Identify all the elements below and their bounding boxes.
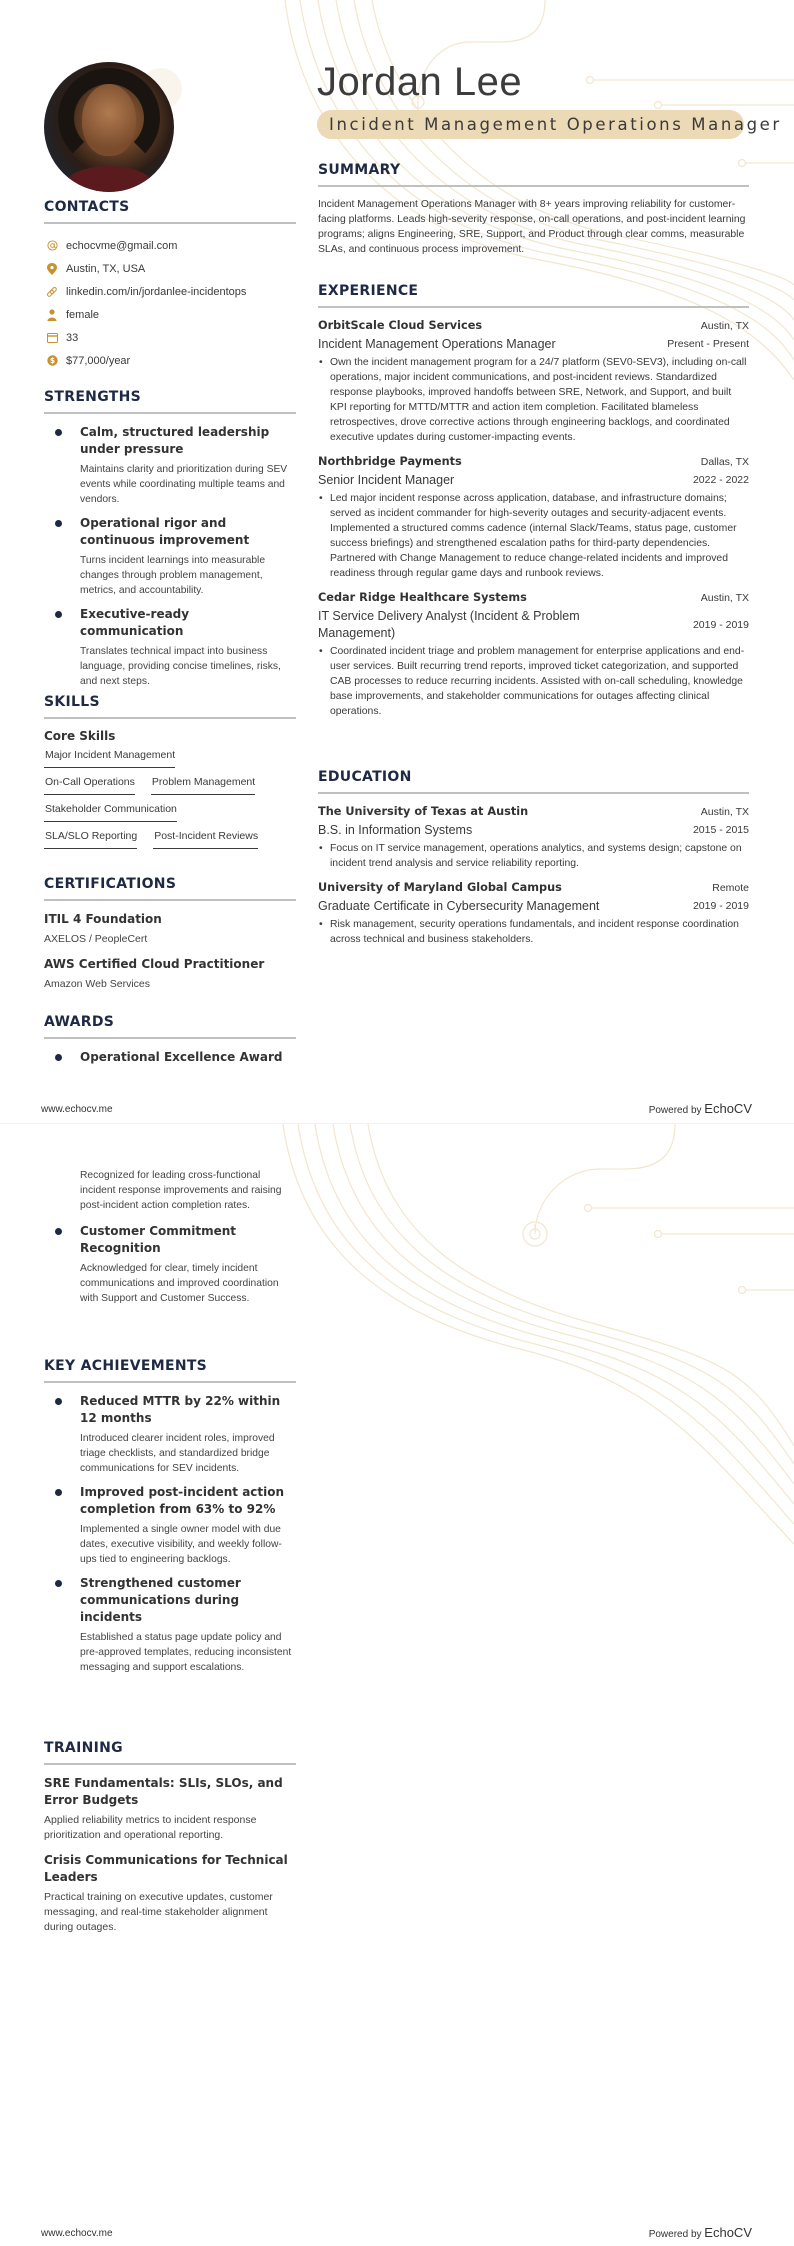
bullet-dot-icon	[55, 520, 62, 527]
bullet-dot-icon	[55, 429, 62, 436]
job-role: Incident Management Operations Manager	[318, 337, 556, 351]
certification-issuer: AXELOS / PeopleCert	[44, 933, 148, 945]
footer-powered-by[interactable]: Powered by EchoCV	[648, 1101, 752, 1116]
bullet-dot-icon	[55, 1398, 62, 1405]
section-heading: CONTACTS	[44, 199, 296, 224]
award-item: Customer Commitment Recognition Acknowledged for clear, timely incident communications and improved coordination with Support and Customer Success.	[44, 1223, 296, 1306]
skill-group-title: Core Skills	[44, 729, 116, 743]
education-section	[318, 769, 749, 956]
job-role: IT Service Delivery Analyst (Incident & Problem Management)	[318, 609, 580, 640]
training-section	[44, 1740, 296, 1944]
resume-page-2	[0, 1123, 794, 2246]
echocv-brand: EchoCV	[704, 2225, 752, 2240]
experience-section	[318, 283, 749, 728]
company-name: Northbridge Payments	[318, 455, 462, 468]
certification-name: AWS Certified Cloud Practitioner	[44, 957, 265, 971]
school-name: The University of Texas at Austin	[318, 805, 529, 818]
skill-chip: Major Incident Management	[44, 747, 175, 768]
contact-age: 33	[44, 326, 296, 349]
job-location: Dallas, TX	[700, 456, 749, 468]
summary-section	[318, 162, 749, 257]
job-bullet: • Led major incident response across application, database, and infrastructure domains; served as incident commander for high-severity outages and security-adjacent events. Implemented a structured comms cadence (internal Slack/Teams, status page, customer success briefings) and strengthened escalation paths for third-party dependencies. Partnered with Change Management to reduce change-related incidents and improved readiness through regular game days and runbook reviews.	[318, 491, 749, 581]
strengths-section	[44, 389, 296, 697]
award-item: Operational Excellence Award	[44, 1049, 296, 1066]
bullet-dot-icon	[55, 1054, 62, 1061]
school-name: University of Maryland Global Campus	[318, 881, 562, 894]
bullet-dot-icon	[55, 1489, 62, 1496]
job-dates: Present - Present	[667, 338, 749, 350]
bullet-dot-icon	[55, 611, 62, 618]
section-heading: CERTIFICATIONS	[44, 876, 296, 901]
experience-entry	[318, 454, 749, 581]
skill-chip: On-Call Operations	[44, 774, 135, 795]
contact-linkedin[interactable]: linkedin.com/in/jordanlee-incidentops	[44, 280, 296, 303]
company-name: OrbitScale Cloud Services	[318, 319, 483, 332]
strength-item: Calm, structured leadership under pressure Maintains clarity and prioritization during SEV events while coordinating multiple teams and vendors.	[44, 424, 296, 507]
calendar-icon	[46, 332, 58, 344]
job-bullet: • Own the incident management program for a 24/7 platform (SEV0-SEV3), including on-call operations, major incident communications, and post-incident reviews. Standardized response playbooks, improved handoffs between SRE, Network, and Support, and built KPI reporting for MTTD/MTTR and action item completion. Facilitated blameless retrospectives, drove corrective actions through engineering backlogs, and coordinated executive updates during customer-impacting events.	[318, 355, 749, 445]
section-heading: AWARDS	[44, 1014, 296, 1039]
training-title: SRE Fundamentals: SLIs, SLOs, and Error Budgets	[44, 1776, 283, 1807]
contact-email[interactable]: echocvme@gmail.com	[44, 234, 296, 257]
contact-gender: female	[44, 303, 296, 326]
experience-entry	[318, 318, 749, 445]
bullet-dot-icon	[55, 1580, 62, 1587]
section-heading: EXPERIENCE	[318, 283, 749, 308]
section-heading: KEY ACHIEVEMENTS	[44, 1358, 296, 1383]
training-description: Applied reliability metrics to incident response prioritization and operational reporting.	[44, 1814, 257, 1841]
education-bullet: • Risk management, security operations fundamentals, and incident response coordination across technical and business stakeholders.	[318, 917, 749, 947]
certification-name: ITIL 4 Foundation	[44, 912, 162, 926]
skill-chip: SLA/SLO Reporting	[44, 828, 137, 849]
training-description: Practical training on executive updates, customer messaging, and real-time stakeholder alignment during outages.	[44, 1891, 273, 1933]
candidate-name: Jordan Lee	[317, 60, 523, 104]
education-entry	[318, 880, 749, 947]
awards-section-continued	[44, 1168, 296, 1314]
person-icon	[46, 309, 58, 321]
strength-item: Operational rigor and continuous improvement Turns incident learnings into measurable changes through problem management, metrics, and accountability.	[44, 515, 296, 598]
awards-section	[44, 1014, 296, 1074]
section-heading: SUMMARY	[318, 162, 749, 187]
skills-section	[44, 694, 296, 855]
job-title-badge: Incident Management Operations Manager	[317, 110, 744, 139]
education-bullet: • Focus on IT service management, operations analytics, and systems design; capstone on incident trend analysis and service reliability reporting.	[318, 841, 749, 871]
footer-powered-by[interactable]: Powered by EchoCV	[648, 2225, 752, 2240]
education-dates: 2019 - 2019	[692, 900, 749, 912]
education-dates: 2015 - 2015	[692, 824, 749, 836]
certifications-section	[44, 876, 296, 1001]
school-location: Remote	[712, 882, 749, 894]
job-bullet: • Coordinated incident triage and problem management for enterprise applications and end-user services. Built recurring trend reports, improved ticket categorization, and supported CAB processes to reduce recurring incidents. Assisted with on-call scheduling, knowledge base improvements, and stakeholder communications for outages affecting clinical operations.	[318, 644, 749, 719]
bullet-dot-icon	[55, 1228, 62, 1235]
section-heading: STRENGTHS	[44, 389, 296, 414]
job-dates: 2022 - 2022	[692, 474, 749, 486]
skill-chip: Problem Management	[151, 774, 255, 795]
job-role: Senior Incident Manager	[318, 473, 455, 487]
job-location: Austin, TX	[700, 320, 749, 332]
skill-chip: Post-Incident Reviews	[153, 828, 258, 849]
job-location: Austin, TX	[700, 592, 749, 604]
contact-salary: $ $77,000/year	[44, 349, 296, 372]
company-name: Cedar Ridge Healthcare Systems	[318, 591, 527, 604]
section-heading: SKILLS	[44, 694, 296, 719]
degree: B.S. in Information Systems	[318, 823, 473, 837]
key-achievements-section	[44, 1358, 296, 1683]
achievement-item: Strengthened customer communications during incidents Established a status page update policy and pre-approved templates, reducing inconsistent messaging and support escalations.	[44, 1575, 296, 1675]
contacts-section	[44, 199, 296, 372]
award-item-continued: Recognized for leading cross-functional incident response improvements and raising post-incident action completion rates.	[80, 1170, 282, 1211]
experience-entry	[318, 590, 749, 719]
svg-text:$: $	[49, 356, 55, 366]
skill-chip: Stakeholder Communication	[44, 801, 177, 822]
link-icon	[46, 286, 58, 298]
training-title: Crisis Communications for Technical Leaders	[44, 1853, 288, 1884]
contact-location: Austin, TX, USA	[44, 257, 296, 280]
degree: Graduate Certificate in Cybersecurity Management	[318, 899, 600, 913]
achievement-item: Reduced MTTR by 22% within 12 months Introduced clearer incident roles, improved triage checklists, and standardized bridge communications for SEV incidents.	[44, 1393, 296, 1476]
education-entry	[318, 804, 749, 871]
footer-website-link[interactable]: www.echocv.me	[41, 1104, 113, 1115]
certification-issuer: Amazon Web Services	[44, 978, 151, 990]
strength-item: Executive-ready communication Translates technical impact into business language, providing concise timelines, risks, and next steps.	[44, 606, 296, 689]
dollar-coin-icon	[46, 355, 58, 367]
job-dates: 2019 - 2019	[692, 619, 749, 631]
footer-website-link[interactable]: www.echocv.me	[41, 2228, 113, 2239]
summary-text: Incident Management Operations Manager with 8+ years improving reliability for customer-facing platforms. Leads high-severity response, on-call operations, and post-incident learning programs; aligns Engineering, SRE, Support, and Product through clear comms, measurable SLAs, and continuous process improvement.	[318, 199, 746, 255]
skill-chips	[44, 747, 296, 855]
echocv-brand: EchoCV	[704, 1101, 752, 1116]
school-location: Austin, TX	[700, 806, 749, 818]
section-heading: EDUCATION	[318, 769, 749, 794]
achievement-item: Improved post-incident action completion from 63% to 92% Implemented a single owner model with due dates, executive visibility, and weekly follow-ups tied to engineering backlogs.	[44, 1484, 296, 1567]
location-pin-icon	[46, 263, 58, 275]
at-icon	[46, 240, 58, 252]
section-heading: TRAINING	[44, 1740, 296, 1765]
avatar	[44, 62, 174, 192]
